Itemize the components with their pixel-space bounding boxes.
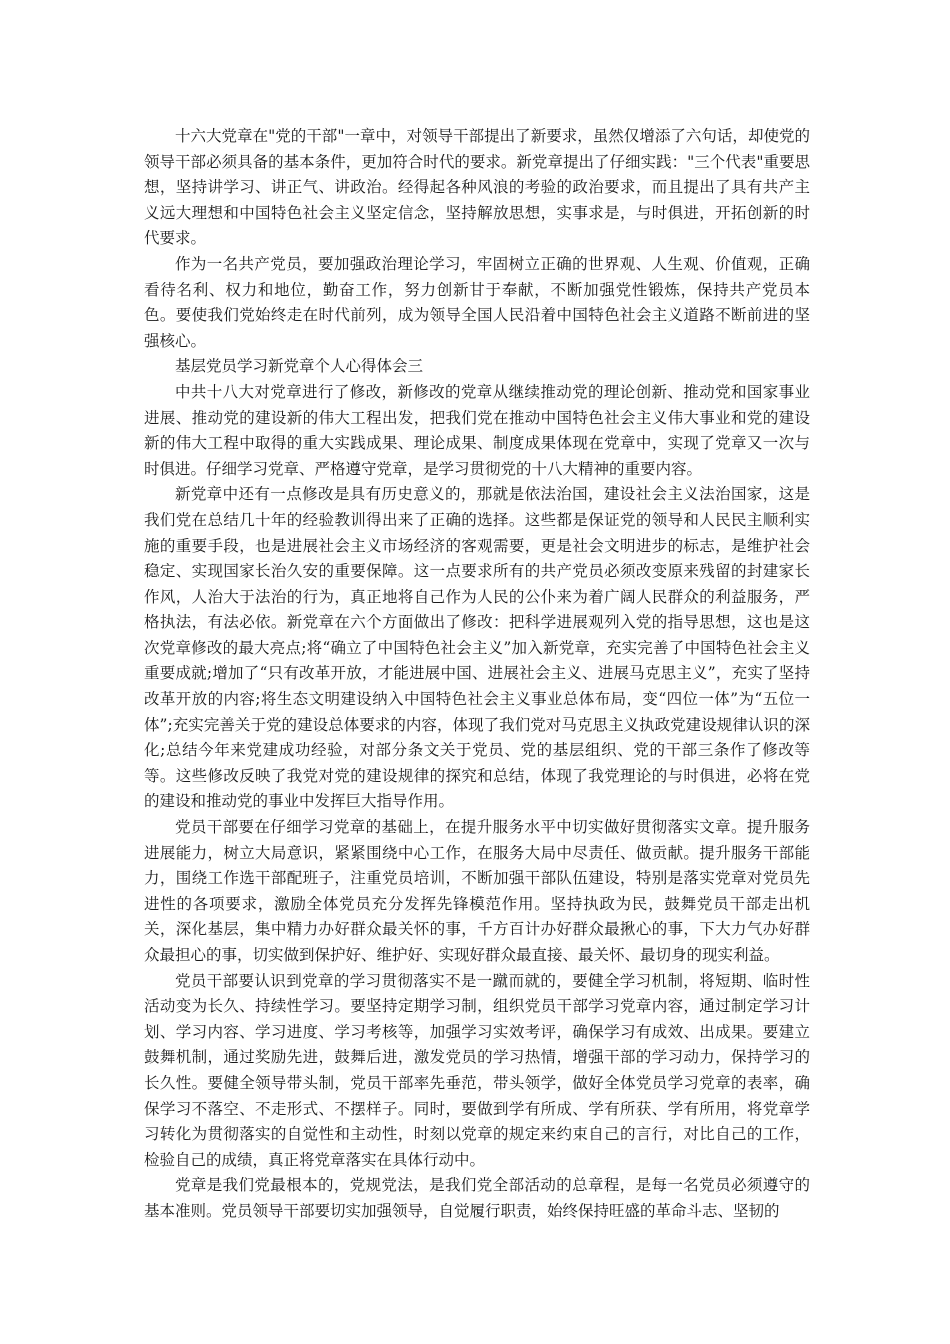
paragraph-study-mechanism: 党员干部要认识到党章的学习贯彻落实不是一蹴而就的，要健全学习机制，将短期、临时性活动变为长久、持续性学习。要坚持定期学习制，组织党员干部学习党章内容，通过制定学习计划、学习内容、学习进度、学习考核等，加强学习实效考评，确保学习有成效、出成果。要建立鼓舞机制，通过奖励先进，鼓舞后进，激发党员的学习热情，增强干部的学习动力，保持学习的长久性。要健全领导带头制，党员干部率先垂范，带头领学，做好全体党员学习党章的表率，确保学习不落空、不走形式、不摆样子。同时，要做到学有所成、学有所获、学有所用，将党章学习转化为贯彻落实的自觉性和主动性，时刻以党章的规定来约束自己的言行，对比自己的工作，检验自己的成绩，真正将党章落实在具体行动中。 bbox=[144, 971, 810, 1169]
paragraph-party-cadres-chapter: 十六大党章在"党的干部"一章中，对领导干部提出了新要求，虽然仅增添了六句话，却使党的领导干部必须具备的基本条件，更加符合时代的要求。新党章提出了仔细实践："三个代表"重要思想，坚持讲学习、讲正气、讲政治。经得起各种风浪的考验的政治要求，而且提出了具有共产主义远大理想和中国特色社会主义坚定信念，坚持解放思想，实事求是，与时俱进，开拓创新的时代要求。 bbox=[144, 127, 810, 248]
paragraph-rule-of-law: 新党章中还有一点修改是具有历史意义的，那就是依法治国，建设社会主义法治国家，这是我们党在总结几十年的经验教训得出来了正确的选择。这些都是保证党的领导和人民民主顺利实施的重要手段，也是进展社会主义市场经济的客观需要，更是社会文明进步的标志，是维护社会稳定、实现国家长治久安的重要保障。这一点要求所有的共产党员必须改变原来残留的封建家长作风，人治大于法治的行为，真正地将自己作为人民的公仆来为着广阔人民群众的利益服务，严格执法，有法必依。新党章在六个方面做出了修改：把科学进展观列入党的指导思想，这也是这次党章修改的最大亮点;将“确立了中国特色社会主义”加入新党章，充实完善了中国特色社会主义重要成就;增加了“只有改革开放，才能进展中国、进展社会主义、进展马克思主义”，充实了坚持改革开放的内容;将生态文明建设纳入中国特色社会主义事业总体布局，变“四位一体”为“五位一体”;充实完善关于党的建设总体要求的内容，体现了我们党对马克思主义执政党建设规律认识的深化;总结今年来党建成功经验，对部分条文关于党员、党的基层组织、党的干部三条作了修改等等。这些修改反映了我党对党的建设规律的探究和总结，体现了我党理论的与时俱进，必将在党的建设和推动党的事业中发挥巨大指导作用。 bbox=[144, 485, 810, 811]
document-page bbox=[144, 124, 810, 1225]
paragraph-party-member-duty: 作为一名共产党员，要加强政治理论学习，牢固树立正确的世界观、人生观、价值观，正确看待名利、权力和地位，勤奋工作，努力创新甘于奉献，不断加强党性锻炼，保持共产党员本色。要使我们党始终走在时代前列，成为领导全国人民沿着中国特色社会主义道路不断前进的坚强核心。 bbox=[144, 254, 810, 350]
paragraph-eighteenth-congress: 中共十八大对党章进行了修改，新修改的党章从继续推动党的理论创新、推动党和国家事业进展、推动党的建设新的伟大工程出发，把我们党在推动中国特色社会主义伟大事业和党的建设新的伟大工程中取得的重大实践成果、理论成果、制度成果体现在党章中，实现了党章又一次与时俱进。仔细学习党章、严格遵守党章，是学习贯彻党的十八大精神的重要内容。 bbox=[144, 382, 810, 478]
paragraph-party-constitution: 党章是我们党最根本的，党规党法，是我们党全部活动的总章程，是每一名党员必须遵守的基本准则。党员领导干部要切实加强领导，自觉履行职责，始终保持旺盛的革命斗志、坚韧的 bbox=[144, 1176, 810, 1220]
paragraph-service-capacity: 党员干部要在仔细学习党章的基础上，在提升服务水平中切实做好贯彻落实文章。提升服务进展能力，树立大局意识，紧紧围绕中心工作，在服务大局中尽责任、做贡献。提升服务干部能力，围绕工作选干部配班子，注重党员培训，不断加强干部队伍建设，特别是落实党章对党员先进性的各项要求，激励全体党员充分发挥先锋模范作用。坚持执政为民，鼓舞党员干部走出机关，深化基层，集中精力办好群众最关怀的事，千方百计办好群众最揪心的事，下大力气办好群众最担心的事，切实做到保护好、维护好、实现好群众最直接、最关怀、最切身的现实利益。 bbox=[144, 818, 810, 964]
section-heading: 基层党员学习新党章个人心得体会三 bbox=[175, 357, 424, 376]
